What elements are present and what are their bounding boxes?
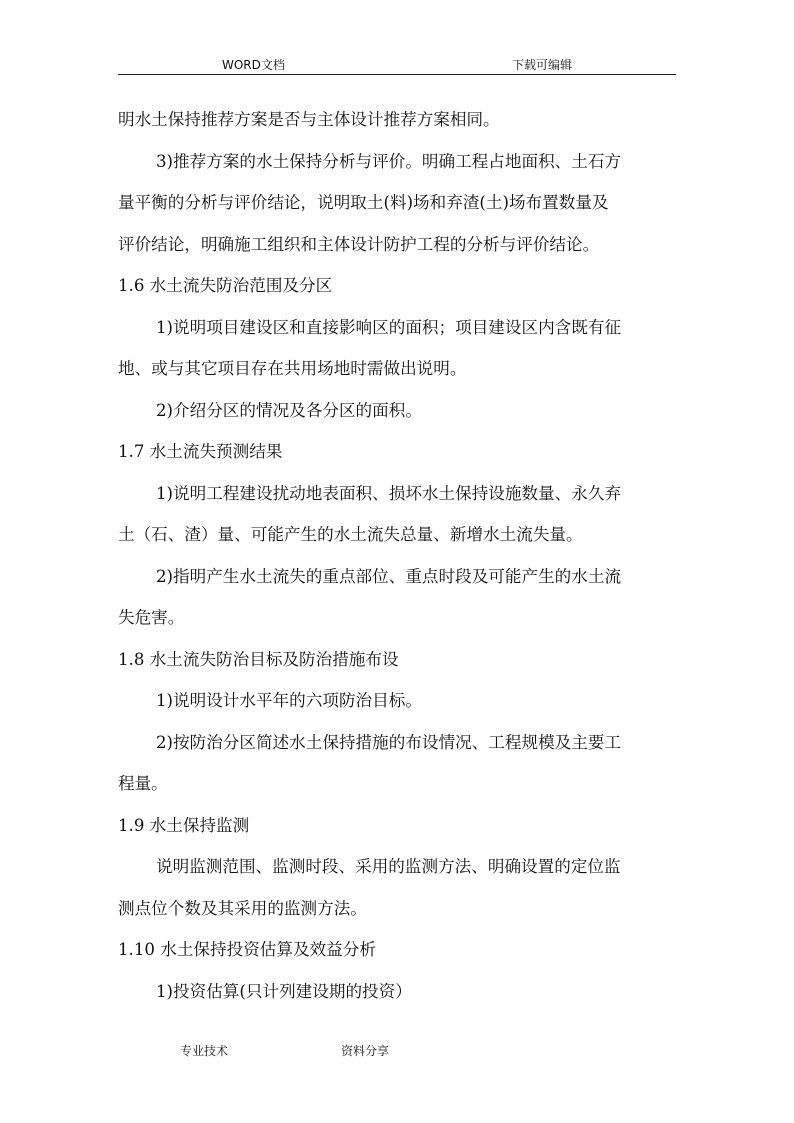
section-heading: 1.9 水土保持监测 bbox=[118, 815, 250, 835]
paragraph-line: 评价结论，明确施工组织和主体设计防护工程的分析与评价结论。 bbox=[118, 234, 600, 254]
section-heading: 1.10 水土保持投资估算及效益分析 bbox=[118, 940, 376, 959]
paragraph-line: 地、或与其它项目存在共用场地时需做出说明。 bbox=[118, 359, 467, 378]
paragraph-line: 1)说明设计水平年的六项防治目标。 bbox=[156, 691, 422, 710]
paragraph-line: 3)推荐方案的水土保持分析与评价。明确工程占地面积、土石方 bbox=[156, 151, 622, 171]
header-divider bbox=[118, 74, 676, 75]
paragraph-line: 2)指明产生水土流失的重点部位、重点时段及可能产生的水土流 bbox=[156, 566, 622, 586]
section-heading: 1.6 水土流失防治范围及分区 bbox=[118, 276, 333, 295]
paragraph-line: 失危害。 bbox=[118, 608, 185, 627]
paragraph-line: 明水土保持推荐方案是否与主体设计推荐方案相同。 bbox=[118, 110, 500, 129]
paragraph-line: 说明监测范围、监测时段、采用的监测方法、明确设置的定位监 bbox=[156, 857, 621, 876]
paragraph-line: 土（石、渣）量、可能产生的水土流失总量、新增水土流失量。 bbox=[118, 525, 583, 544]
header-right-text: 下载可编辑 bbox=[512, 58, 573, 72]
paragraph-line: 量平衡的分析与评价结论，说明取土(料)场和弃渣(土)场布置数量及 bbox=[118, 193, 609, 212]
paragraph-line: 测点位个数及其采用的监测方法。 bbox=[118, 898, 367, 918]
section-heading: 1.8 水土流失防治目标及防治措施布设 bbox=[118, 649, 399, 669]
paragraph-line: 2)按防治分区简述水土保持措施的布设情况、工程规模及主要工 bbox=[156, 732, 622, 752]
footer-right-text: 资料分享 bbox=[341, 1044, 390, 1058]
paragraph-line: 1)说明工程建设扰动地表面积、损坏水土保持设施数量、永久弃 bbox=[156, 483, 622, 503]
header-left-text: WORD文档 bbox=[222, 58, 285, 72]
paragraph-line: 程量。 bbox=[118, 774, 168, 793]
section-heading: 1.7 水土流失预测结果 bbox=[118, 442, 283, 461]
document-body bbox=[118, 99, 676, 1012]
paragraph-line: 1)说明项目建设区和直接影响区的面积；项目建设区内含既有征 bbox=[156, 317, 622, 337]
paragraph-line: 1)投资估算(只计列建设期的投资） bbox=[156, 981, 412, 1001]
paragraph-line: 2)介绍分区的情况及各分区的面积。 bbox=[156, 400, 422, 420]
footer-left-text: 专业技术 bbox=[180, 1044, 229, 1058]
